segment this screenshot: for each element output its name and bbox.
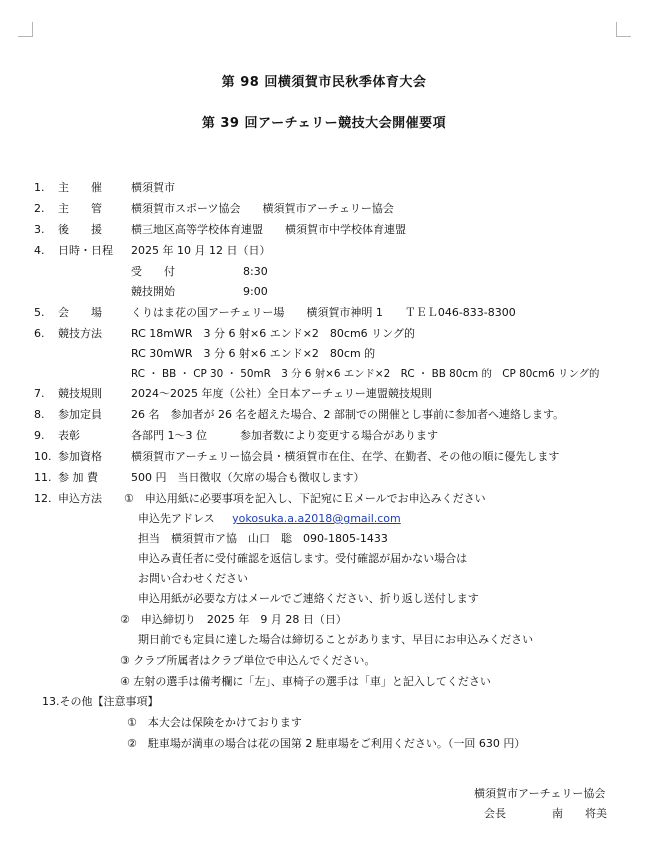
item-number: 9. [34, 429, 45, 442]
item-label: 参 加 費 [58, 471, 98, 484]
other-note-2: ② 駐車場が満車の場合は花の国第 2 駐車場をご利用ください。（一回 630 円） [127, 737, 526, 750]
item-label: 競技方法 [58, 327, 102, 340]
item-row-manager [0, 201, 648, 217]
item-value: 横三地区高等学校体育連盟 横須賀市中学校体育連盟 [131, 223, 406, 236]
item-label: 参加定員 [58, 408, 102, 421]
item-number: 5. [34, 306, 45, 319]
application-contact: 担当 横須賀市ア協 山口 聡 090-1805-1433 [138, 532, 388, 545]
application-address [138, 511, 401, 527]
crop-mark-top-left [18, 22, 33, 37]
item-value: 横須賀市アーチェリー協会員・横須賀市在住、在学、在勤者、その他の順に優先します [131, 450, 560, 463]
item-label: 主 催 [58, 181, 102, 194]
address-label: 申込先アドレス [138, 512, 215, 525]
schedule-reception [131, 264, 431, 280]
start-label: 競技開始 [131, 285, 175, 298]
item-label: 会 場 [58, 306, 102, 319]
item-value: 2025 年 10 月 12 日（日） [131, 244, 271, 257]
signature-name: 南 将美 [552, 807, 607, 820]
item-number: 8. [34, 408, 45, 421]
item-value: 各部門 1～3 位 参加者数により変更する場合があります [131, 429, 438, 442]
item-number: 11. [34, 471, 52, 484]
item-value: 横須賀市 [131, 181, 175, 194]
item-row-support [0, 222, 648, 238]
document-title: 第 98 回横須賀市民秋季体育大会 [221, 75, 427, 90]
item-label: 表彰 [58, 429, 80, 442]
method-line-2: RC 30mWR 3 分 6 射×6 エンド×2 80cm 的 [131, 347, 376, 360]
item-label: 主 管 [58, 202, 102, 215]
item-row-capacity [0, 407, 648, 423]
signature-role: 会長 [484, 807, 506, 820]
method-line-3: RC ・ BB ・ CP 30 ・ 50mR 3 分 6 射×6 エンド×2 RC ・ BB 80cm 的 CP 80cm6 リング的 [131, 368, 600, 380]
crop-mark-top-right [616, 22, 631, 37]
item-number: 4. [34, 244, 45, 257]
reception-time: 8:30 [243, 265, 268, 278]
item-value: 2024～2025 年度（公社）全日本アーチェリー連盟競技規則 [131, 387, 432, 400]
item-row-method [0, 326, 648, 342]
application-note-1: 申込み責任者に受付確認を返信します。受付確認が届かない場合は [138, 552, 468, 565]
application-deadline-note: 期日前でも定員に達した場合は締切ることがあります、早目にお申込みください [138, 633, 534, 646]
item-row-application [0, 491, 648, 507]
application-club: ③ クラブ所属者はクラブ単位で申込んでください。 [120, 654, 376, 667]
item-number: 7. [34, 387, 45, 400]
item-row-eligibility [0, 449, 648, 465]
reception-label: 受 付 [131, 265, 175, 278]
item-value: RC 18mWR 3 分 6 射×6 エンド×2 80cm6 リング的 [131, 327, 415, 340]
schedule-start [131, 284, 431, 300]
application-note-3: 申込用紙が必要な方はメールでご連絡ください、折り返し送付します [138, 592, 479, 605]
item-number: 12. [34, 492, 52, 505]
item-label: 日時・日程 [58, 244, 113, 257]
item-number: 6. [34, 327, 45, 340]
item-row-venue [0, 305, 648, 321]
item-value: くりはま花の国アーチェリー場 横須賀市神明 1 ＴＥＬ046-833-8300 [131, 306, 516, 319]
item-value: 500 円 当日徴収（欠席の場合も徴収します） [131, 471, 365, 484]
item-label: 競技規則 [58, 387, 102, 400]
item-number: 1. [34, 181, 45, 194]
item-value: 26 名 参加者が 26 名を超えた場合、2 部制での開催とし事前に参加者へ連絡します。 [131, 408, 565, 421]
other-note-1: ① 本大会は保険をかけております [127, 716, 302, 729]
item-number: 2. [34, 202, 45, 215]
application-note-2: お問い合わせください [138, 572, 248, 585]
item-label: 後 援 [58, 223, 102, 236]
start-time: 9:00 [243, 285, 268, 298]
email-link[interactable]: yokosuka.a.a2018@gmail.com [232, 512, 401, 525]
item-row-date [0, 243, 648, 259]
document-subtitle: 第 39 回アーチェリー競技大会開催要項 [201, 116, 447, 131]
item-value: 横須賀市スポーツ協会 横須賀市アーチェリー協会 [131, 202, 394, 215]
item-label: 参加資格 [58, 450, 102, 463]
item-label: 申込方法 [58, 492, 102, 505]
item-row-rules [0, 386, 648, 402]
item-row-awards [0, 428, 648, 444]
item-row-fee [0, 470, 648, 486]
signature-org: 横須賀市アーチェリー協会 [474, 787, 606, 800]
application-left-handed: ④ 左射の選手は備考欄に「左」、車椅子の選手は「車」と記入してください [120, 675, 491, 688]
item-number: 10. [34, 450, 52, 463]
application-deadline: ② 申込締切り 2025 年 9 月 28 日（日） [120, 613, 347, 626]
other-heading: 13.その他【注意事項】 [42, 695, 159, 708]
item-value: ① 申込用紙に必要事項を記入し、下記宛にＥメールでお申込みください [124, 492, 486, 505]
item-row-host [0, 180, 648, 196]
item-number: 3. [34, 223, 45, 236]
